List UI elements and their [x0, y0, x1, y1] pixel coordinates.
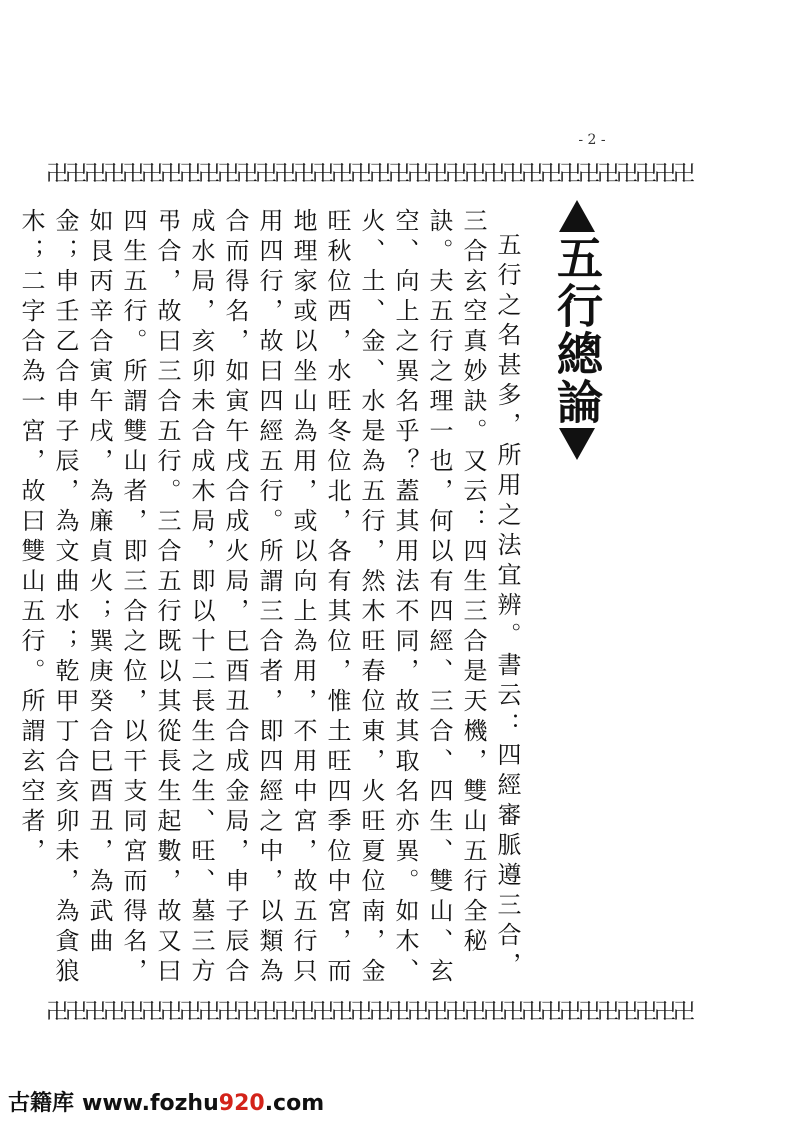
triangle-up-icon [559, 200, 595, 232]
top-border-ornament: 卍卍卍卍卍卍卍卍卍卍卍卍卍卍卍卍卍卍卍卍卍卍卍卍卍卍卍卍卍卍卍卍卍卍 [46, 162, 693, 187]
footer-site-name: 古籍库 [8, 1091, 75, 1116]
bottom-border-ornament: 卍卍卍卍卍卍卍卍卍卍卍卍卍卍卍卍卍卍卍卍卍卍卍卍卍卍卍卍卍卍卍卍卍卍 [46, 1000, 693, 1025]
footer-url-prefix: www.fozhu [82, 1091, 219, 1116]
body-text [17, 208, 524, 990]
triangle-down-icon [559, 428, 595, 460]
page-number: - 2 - [578, 132, 606, 148]
title-block [548, 200, 606, 490]
footer-url-accent: 920 [218, 1091, 265, 1116]
footer-watermark [8, 1086, 324, 1117]
chapter-title: 五行總論 [550, 234, 604, 426]
footer-site-url[interactable] [82, 1091, 324, 1116]
body-paragraph: 五行之名甚多，所用之法宜辨。書云：四經審脈遵三合，三合玄空真妙訣。又云：四生三合是天機，雙山五行全秘訣。夫五行之理一也，何以有四經、三合、四生、雙山、玄空、向上之異名乎？蓋其用法不同，故其取名亦異。如木、火、土、金、水是為五行，然木旺春位東，火旺夏位南，金旺秋位西，水旺冬位北，各有其位，惟土旺四季位中宮，而地理家或以坐山為用，或以向上為用，不用中宮，故五行只用四行，故曰四經五行。所謂三合者，即四經之中，以類為合而得名，如寅午戌合成火局，巳酉丑合成金局，申子辰合成水局，亥卯未合成木局，即以十二長生之生、旺、墓三方弔合，故曰三合五行。三合五行既以其從長生起數，故又曰四生五行。所謂雙山者，即三合之位，以干支同宮而得名，如艮丙辛合寅午戌，為廉貞火；巽庚癸合巳酉丑，為武曲金；申壬乙合申子辰，為文曲水；乾甲丁合亥卯未，為貪狼木；二字合為一宮，故曰雙山五行。所謂玄空者， [17, 208, 521, 988]
footer-url-suffix: .com [264, 1091, 325, 1116]
